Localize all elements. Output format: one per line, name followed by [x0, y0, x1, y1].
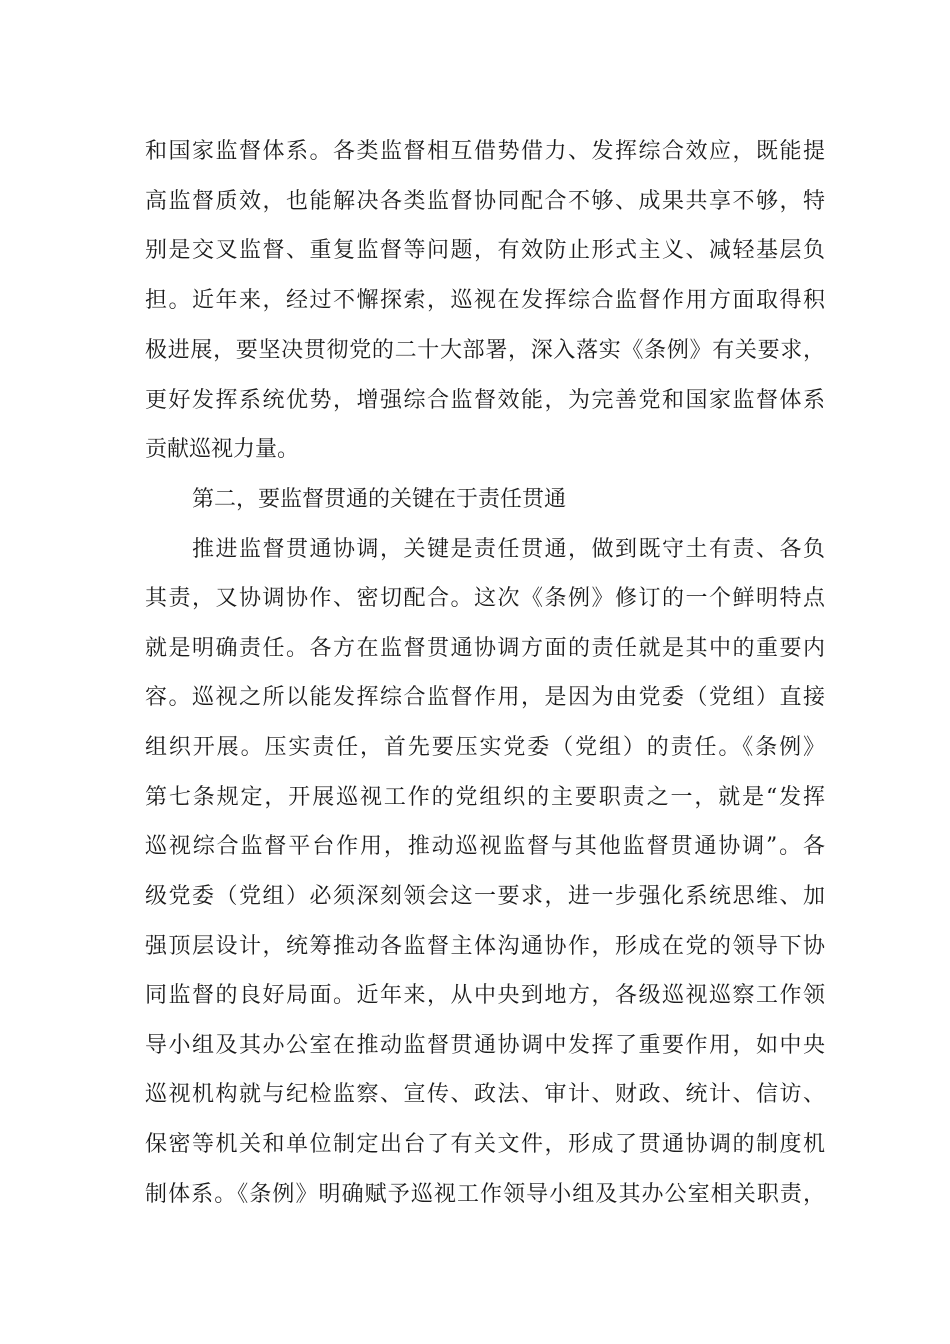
paragraph-line: 巡视机构就与纪检监察、宣传、政法、审计、财政、统计、信访、 [145, 1082, 825, 1107]
paragraph-line: 巡视综合监督平台作用，推动巡视监督与其他监督贯通协调”。各 [145, 834, 825, 859]
paragraph-line: 制体系。《条例》明确赋予巡视工作领导小组及其办公室相关职责， [145, 1182, 825, 1207]
paragraph-line: 同监督的良好局面。近年来，从中央到地方，各级巡视巡察工作领 [145, 983, 825, 1008]
paragraph-line: 容。巡视之所以能发挥综合监督作用，是因为由党委（党组）直接 [145, 685, 825, 710]
paragraph-line: 极进展，要坚决贯彻党的二十大部署，深入落实《条例》有关要求， [145, 338, 825, 363]
paragraph-line: 贡献巡视力量。 [145, 437, 300, 462]
paragraph-line: 别是交叉监督、重复监督等问题，有效防止形式主义、减轻基层负 [145, 238, 825, 263]
section-heading: 第二，要监督贯通的关键在于责任贯通 [192, 487, 567, 512]
paragraph-line: 和国家监督体系。各类监督相互借势借力、发挥综合效应，既能提 [145, 139, 825, 164]
paragraph-line: 高监督质效，也能解决各类监督协同配合不够、成果共享不够，特 [145, 189, 825, 214]
paragraph-line: 其责，又协调协作、密切配合。这次《条例》修订的一个鲜明特点 [145, 586, 825, 611]
paragraph-line: 担。近年来，经过不懈探索，巡视在发挥综合监督作用方面取得积 [145, 288, 825, 313]
paragraph-line: 保密等机关和单位制定出台了有关文件，形成了贯通协调的制度机 [145, 1132, 825, 1157]
paragraph-line: 第七条规定，开展巡视工作的党组织的主要职责之一，就是“发挥 [145, 785, 825, 810]
paragraph-line: 导小组及其办公室在推动监督贯通协调中发挥了重要作用，如中央 [145, 1033, 825, 1058]
paragraph-line: 推进监督贯通协调，关键是责任贯通，做到既守土有责、各负 [192, 537, 825, 562]
paragraph-line: 级党委（党组）必须深刻领会这一要求，进一步强化系统思维、加 [145, 884, 825, 909]
paragraph-line: 就是明确责任。各方在监督贯通协调方面的责任就是其中的重要内 [145, 636, 825, 661]
paragraph-line: 强顶层设计，统筹推动各监督主体沟通协作，形成在党的领导下协 [145, 934, 825, 959]
paragraph-line: 组织开展。压实责任，首先要压实党委（党组）的责任。《条例》 [145, 735, 825, 760]
paragraph-line: 更好发挥系统优势，增强综合监督效能，为完善党和国家监督体系 [145, 388, 825, 413]
